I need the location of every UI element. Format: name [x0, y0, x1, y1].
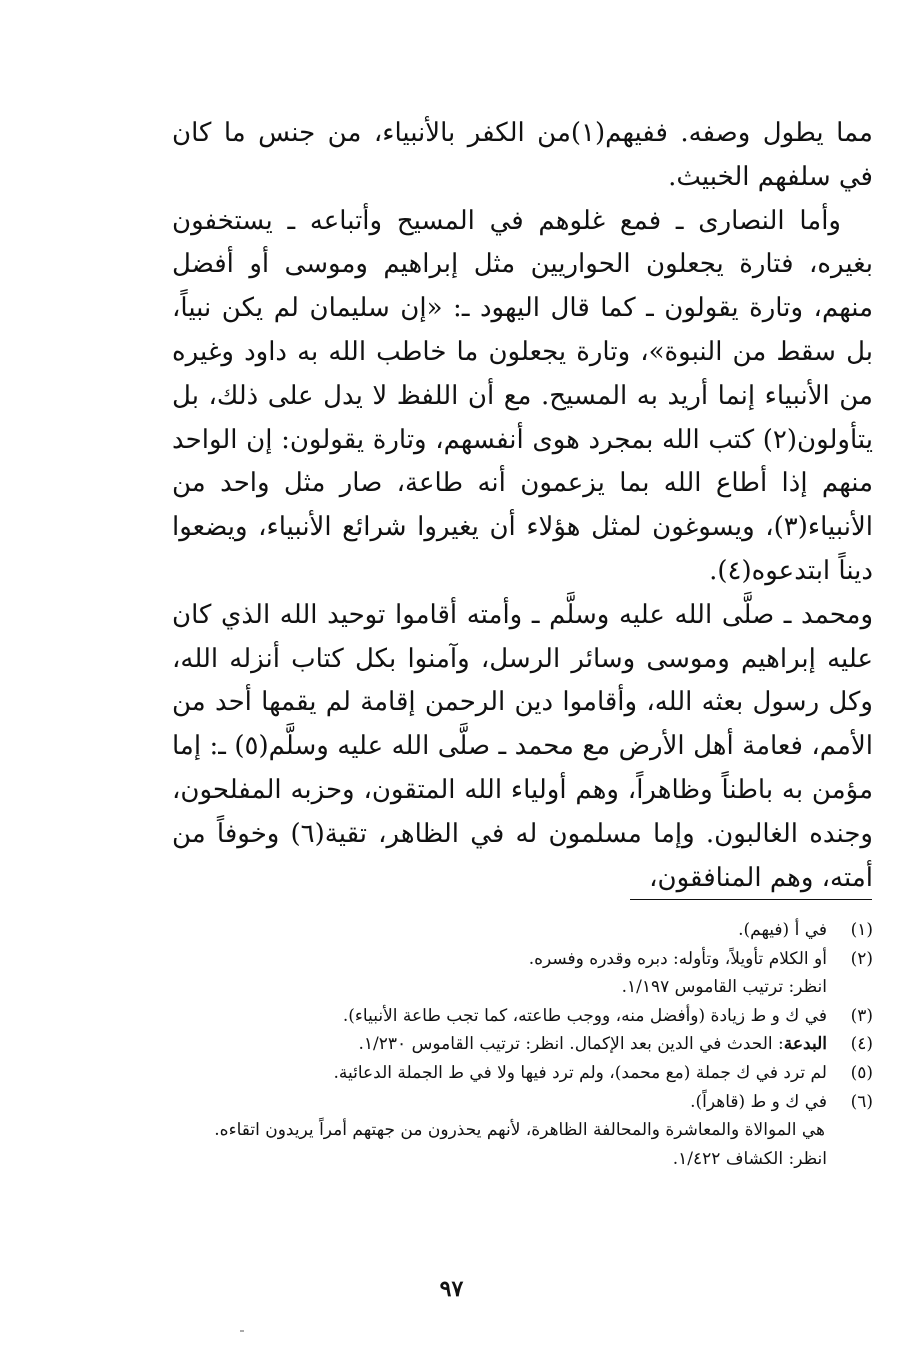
footnote-text: أو الكلام تأويلاً، وتأوله: دبره وقدره وفسره. — [528, 948, 827, 969]
footnote-continuation: انظر: ترتيب القاموس ١/١٩٧. — [621, 977, 827, 998]
footnote-number: (٦) — [850, 1091, 873, 1112]
footnote-separator — [630, 899, 872, 900]
footnote — [175, 1059, 873, 1088]
footnote-term: البدعة — [783, 1034, 827, 1055]
footnote-text — [175, 1030, 827, 1059]
footnote-continuation: انظر: الكشاف ١/٤٢٢. — [672, 1148, 827, 1169]
footnote-number: (٤) — [850, 1034, 873, 1055]
footnote-number: (١) — [850, 920, 873, 940]
footnote — [175, 1002, 873, 1031]
paragraph: وأما النصارى ـ فمع غلوهم في المسيح وأتباعه ـ يستخفون بغيره، فتارة يجعلون الحواريين مثل إبراهيم وموسى أو أفضل منهم، وتارة يقولون ـ كما قال اليهود ـ: «إن سليمان لم يكن نبياً، بل سقط من النبوة»، وتارة يجعلون ما خاطب الله به داود وغيره من الأنبياء إنما أريد به المسيح. مع أن اللفظ لا يدل على ذلك، بل يتأولون(٢) كتب الله بمجرد هوى أنفسهم، وتارة يقولون: إن الواحد منهم إذا أطاع الله بما يزعمون أنه طاعة، صار مثل واحد من الأنبياء(٣)، ويسوغون لمثل هؤلاء أن يغيروا شرائع الأنبياء، ويضعوا ديناً ابتدعوه(٤). — [172, 205, 873, 586]
footnote — [175, 945, 873, 974]
scan-mark — [240, 1330, 244, 1332]
paragraph: مما يطول وصفه. ففيهم(١)من الكفر بالأنبياء، من جنس ما كان في سلفهم الخبيث. — [172, 118, 873, 192]
footnote-text: لم ترد في ك جملة (مع محمد)، ولم ترد فيها ولا في ط الجملة الدعائية. — [333, 1062, 827, 1083]
footnote-text: في ك و ط زيادة (وأفضل منه، ووجب طاعته، كما تجب طاعة الأنبياء). — [342, 1005, 827, 1026]
footnote-number: (٢) — [850, 948, 873, 969]
footnote — [175, 916, 873, 945]
footnote-number: (٣) — [850, 1005, 873, 1026]
footnote-number: (٥) — [850, 1062, 873, 1083]
footnote-text: في ك و ط (قاهراً). — [690, 1091, 827, 1112]
footnote — [175, 1030, 873, 1059]
footnote-text: في أ (فيهم). — [738, 920, 827, 940]
footnote-definition: : الحدث في الدين بعد الإكمال. انظر: ترتيب القاموس ١/٢٣٠. — [358, 1034, 784, 1055]
footnotes — [175, 916, 873, 1173]
page-number: ٩٧ — [439, 1276, 464, 1302]
main-text — [172, 112, 873, 900]
paragraph: ومحمد ـ صلَّى الله عليه وسلَّم ـ وأمته أقاموا توحيد الله الذي كان عليه إبراهيم وموسى وسائر الرسل، وآمنوا بكل كتاب أنزله الله، وكل رسول بعثه الله، وأقاموا دين الرحمن إقامة لم يقمها أحد من الأمم، فعامة أهل الأرض مع محمد ـ صلَّى الله عليه وسلَّم(٥) ـ: إما مؤمن به باطناً وظاهراً، وهم أولياء الله المتقون، وحزبه المفلحون، وجنده الغالبون. وإما مسلمون له في الظاهر، تقية(٦) وخوفاً من أمته، وهم المنافقون، — [172, 599, 873, 893]
footnote — [175, 1088, 873, 1117]
footnote-continuation: هي الموالاة والمعاشرة والمحالفة الظاهرة، لأنهم يحذرون من جهتهم أمراً يريدون اتقاءه. — [214, 1120, 825, 1141]
